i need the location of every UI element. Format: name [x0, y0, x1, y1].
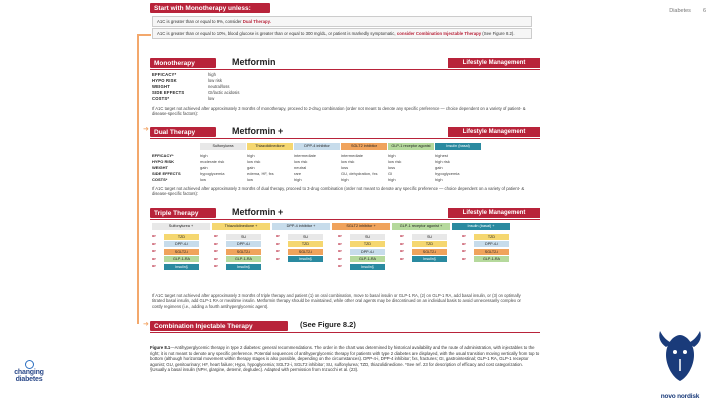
dual-note: If A1C target not achieved after approximately 3 months of dual therapy, proceed to 3-drug combination (order not meant to denote any specific preference — choice dependent on a variety of patient- & disease-specific factors): [152, 186, 525, 197]
class-sglt2: SGLT2 inhibitor [341, 143, 387, 150]
class-glp1: GLP-1 receptor agonist [388, 143, 434, 150]
combo-rule [150, 332, 540, 333]
changing-diabetes-logo: changing diabetes [8, 360, 50, 383]
triple-header: Triple Therapy [150, 208, 216, 218]
criteria-box-2 [152, 28, 532, 39]
dual-drug: Metformin + [232, 126, 284, 136]
caption-label: Figure 8.1 [150, 345, 171, 350]
mono-lifestyle: Lifestyle Management [448, 58, 540, 68]
mono-row: EFFICACY* high [152, 72, 216, 78]
dual-attributes [152, 152, 482, 182]
dual-row: HYPO RISK moderate risk low risk low risk low risk low risk high risk [152, 158, 450, 164]
mono-row: COSTS* low [152, 96, 215, 102]
page-label: Diabetes [669, 8, 691, 14]
triple-note: If A1C target not achieved after approximately 3 months of triple therapy and patient (1) on oral combination, move to basal insulin or GLP-1 RA, (2) on GLP-1 RA, add basal insulin, or (3) on optimally titrated basal insulin, add GLP-1 RA or mealtime insulin. Metformin therapy should be maintained, while other oral agents may be discontinued on an individual basis to avoid unnecessarily complex or costly regimens (i.e., adding a fourth antihyperglycemic agent). [152, 293, 521, 309]
tri-head-su: Sulfonylurea + [152, 223, 210, 230]
mono-drug: Metformin [232, 57, 276, 67]
triple-row: or DPP-4-i or DPP-4-i or TZD or TZD or TZD or DPP-4-i [152, 241, 509, 249]
mono-rule [150, 69, 540, 70]
mono-row: SIDE EFFECTS GI/lactic acidosis [152, 90, 240, 96]
mono-row: HYPO RISK low risk [152, 78, 222, 84]
triple-rule [150, 219, 540, 220]
mono-header: Monotherapy [150, 58, 216, 68]
dual-row: EFFICACY* high high intermediate intermediate high highest [152, 152, 448, 158]
dual-rule [150, 138, 540, 139]
treatment-algorithm-figure [150, 3, 540, 403]
tri-head-insulin: Insulin (basal) + [452, 223, 510, 230]
dual-row: WEIGHT gain gain neutral loss loss gain [152, 164, 443, 170]
criteria-line-1: A1C is greater than or equal to 9%, consider Dual Therapy. [157, 19, 271, 24]
brand-name: novo nordisk [660, 393, 700, 400]
combo-ref: (See Figure 8.2) [300, 320, 356, 329]
triple-row: or GLP-1-RA or GLP-1-RA or Insulin§ or GLP-1-RA or Insulin§ or GLP-1-RA [152, 256, 509, 264]
tri-head-tzd: Thiazolidinedione + [212, 223, 270, 230]
criteria-box [152, 16, 532, 27]
class-tzd: Thiazolidinedione [247, 143, 293, 150]
novo-nordisk-logo [650, 325, 710, 400]
triple-grid [152, 233, 509, 271]
mono-attributes [152, 72, 258, 102]
mono-row: WEIGHT neutral/loss [152, 84, 230, 90]
page-meta [669, 8, 706, 14]
criteria-line-2: A1C is greater than or equal to 10%, blood glucose is greater than or equal to 300 mg/dL, or patient is markedly symptomatic, consider Combination Injectable Therapy (See Figure 8.2). [157, 31, 515, 36]
dual-row: COSTS* low low high high high high [152, 176, 443, 182]
caption-text: —Antihyperglycemic therapy in type 2 diabetes: general recommendations. The order in the chart was determined by historical availability and the route of administration, with injectables to the right; it is not meant to denote any specific preference. Potential sequences of antihyperglycemic therapy for patients with type 2 diabetes are displayed, with the usual transition moving vertically from top to bottom (although horizontal movement within therapy stages is also possible, depending on the circumstances). DPP-4-i, DPP-4 inhibitor; fxs, fractures; GI, gastrointestinal; GLP-1 RA, GLP-1 receptor agonist; GU, genitourinary; HF, heart failure; Hypo, hypoglycemia; SGLT2-i, SGLT2 inhibitor; SU, sulfonylurea; TZD, thiazolidinedione. *See ref. 23 for description of efficacy and cost categorization. §Usually a basal insulin (NPH, glargine, detemir, degludec). Adapted with permission from Inzucchi et al. (23). [150, 345, 540, 373]
arrow-to-dual-icon: ➜ [143, 126, 149, 133]
dual-class-header [200, 143, 481, 150]
apis-bull-icon [650, 325, 710, 387]
triple-row: or TZD or SU or SU or SU or SU or TZD [152, 233, 509, 241]
tri-head-dpp4: DPP-4 inhibitor + [272, 223, 330, 230]
class-insulin: Insulin (basal) [435, 143, 481, 150]
class-dpp4: DPP-4 inhibitor [294, 143, 340, 150]
flow-connector-top [137, 34, 151, 36]
criteria-title: Start with Monotherapy unless: [150, 3, 270, 13]
triple-drug: Metformin + [232, 207, 284, 217]
class-sulfonylurea: Sulfonylurea [200, 143, 246, 150]
triple-row: or SGLT2-i or SGLT2-i or SGLT2-i or DPP-4-i or SGLT2-i or SGLT2-i [152, 248, 509, 256]
tri-head-sglt2: SGLT2 inhibitor + [332, 223, 390, 230]
mono-note: If A1C target not achieved after approximately 3 months of monotherapy, proceed to 2-drug combination (order not meant to denote any specific preference — choice dependent on a variety of patient- & disease-specific factors): [152, 106, 526, 117]
arrow-to-combo-icon: ➜ [143, 321, 149, 328]
triple-column-headers [152, 223, 510, 230]
dual-header: Dual Therapy [150, 127, 216, 137]
triple-lifestyle: Lifestyle Management [448, 208, 540, 218]
combo-header: Combination Injectable Therapy [150, 321, 288, 331]
logo-ring-icon [25, 360, 34, 369]
dual-row: SIDE EFFECTS hypoglycemia edema, HF, fxs rare GU, dehydration, fxs GI hypoglycemia [152, 170, 460, 176]
dual-lifestyle: Lifestyle Management [448, 127, 540, 137]
figure-caption [150, 345, 540, 373]
page-number: 6 [702, 8, 706, 14]
tri-head-glp1: GLP-1 receptor agonist + [392, 223, 450, 230]
triple-row: or Insulin§ or Insulin§ or Insulin§ [152, 263, 509, 271]
flow-connector-vertical [137, 34, 139, 324]
